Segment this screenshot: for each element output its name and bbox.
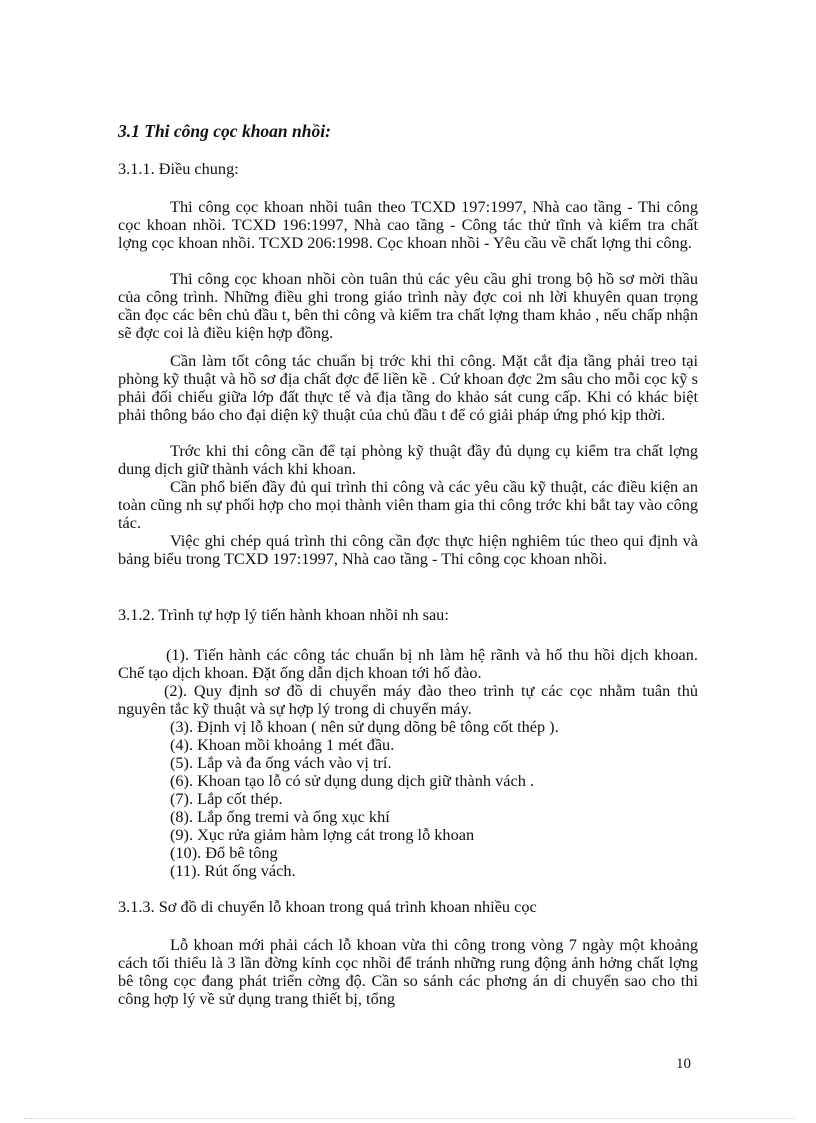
- list-item: (7). Lắp cốt thép.: [170, 789, 283, 808]
- list-item: (5). Lắp và đa ống vách vào vị trí.: [170, 753, 392, 772]
- page-bottom-edge: [24, 1118, 794, 1119]
- paragraph: Cần phổ biến đầy đủ qui trình thi công và các yêu cầu kỹ thuật, các điều kiện an toàn cũng nh sự phối hợp cho mọi thành viên tham gia thi công trớc khi bắt tay vào công tác.: [118, 477, 698, 532]
- list-item: (11). Rút ống vách.: [170, 861, 296, 880]
- section-title: 3.1 Thi công cọc khoan nhồi:: [118, 121, 331, 141]
- list-item: (9). Xục rửa giảm hàm lợng cát trong lỗ khoan: [170, 825, 475, 844]
- paragraph: Thi công cọc khoan nhồi còn tuân thủ các yêu cầu ghi trong bộ hồ sơ mời thầu của công trình. Những điều ghi trong giáo trình này đợc coi nh lời khuyên quan trọng cần đọc các bên chủ đầu t, bên thi công và kiểm tra chất lợng tham khảo , nếu chấp nhận sẽ đợc coi là điều kiện hợp đồng.: [118, 269, 698, 342]
- heading-3-1-3: 3.1.3. Sơ đồ di chuyển lỗ khoan trong quá trình khoan nhiều cọc: [118, 897, 537, 916]
- paragraph: Thi công cọc khoan nhồi tuân theo TCXD 197:1997, Nhà cao tầng - Thi công cọc khoan nhồi. TCXD 196:1997, Nhà cao tầng - Công tác thử tĩnh và kiểm tra chất lợng cọc khoan nhồi. TCXD 206:1998. Cọc khoan nhồi - Yêu cầu về chất lợng thi công.: [118, 197, 698, 252]
- list-item: (10). Đổ bê tông: [170, 843, 278, 862]
- heading-3-1-1: 3.1.1. Điều chung:: [118, 159, 239, 178]
- paragraph: Việc ghi chép quá trình thi công cần đợc thực hiện nghiêm túc theo qui định và bảng biểu trong TCXD 197:1997, Nhà cao tầng - Thi công cọc khoan nhồi.: [118, 531, 698, 568]
- list-item: (6). Khoan tạo lỗ có sử dụng dung dịch giữ thành vách .: [170, 771, 535, 790]
- heading-3-1-2: 3.1.2. Trình tự hợp lý tiến hành khoan nhồi nh sau:: [118, 605, 449, 624]
- page-number: 10: [676, 1056, 691, 1072]
- list-item: (8). Lắp ống tremi và ống xục khí: [170, 807, 390, 826]
- paragraph: Lỗ khoan mới phải cách lỗ khoan vừa thi công trong vòng 7 ngày một khoảng cách tối thiểu là 3 lần đờng kính cọc nhồi để tránh những rung động ảnh hởng chất lợng bê tông cọc đang phát triển cờng độ. Cần so sánh các phơng án di chuyển sao cho thi công hợp lý về sử dụng trang thiết bị, tổng: [118, 935, 698, 1008]
- list-item: (3). Định vị lỗ khoan ( nên sử dụng dõng bê tông cốt thép ).: [170, 717, 559, 736]
- list-item: (2). Quy định sơ đồ di chuyển máy đào theo trình tự các cọc nhằm tuân thủ nguyên tắc kỹ thuật và sự hợp lý trong di chuyển máy.: [118, 681, 698, 718]
- paragraph: Trớc khi thi công cần để tại phòng kỹ thuật đầy đủ dụng cụ kiểm tra chất lợng dung dịch giữ thành vách khi khoan.: [118, 441, 698, 478]
- list-item: (1). Tiến hành các công tác chuẩn bị nh làm hệ rãnh và hố thu hồi dịch khoan. Chế tạo dịch khoan. Đặt ống dẫn dịch khoan tới hố đào.: [118, 645, 698, 682]
- list-item: (4). Khoan mồi khoảng 1 mét đầu.: [170, 735, 395, 754]
- paragraph: Cần làm tốt công tác chuẩn bị trớc khi thi công. Mặt cắt địa tầng phải treo tại phòng kỹ thuật và hồ sơ địa chất đợc để liền kề . Cứ khoan đợc 2m sâu cho mỗi cọc kỹ s phải đối chiếu giữa lớp đất thực tế và địa tầng do khảo sát cung cấp. Khi có khác biệt phải thông báo cho đại diện kỹ thuật của chủ đầu t để có giải pháp ứng phó kịp thời.: [118, 351, 698, 424]
